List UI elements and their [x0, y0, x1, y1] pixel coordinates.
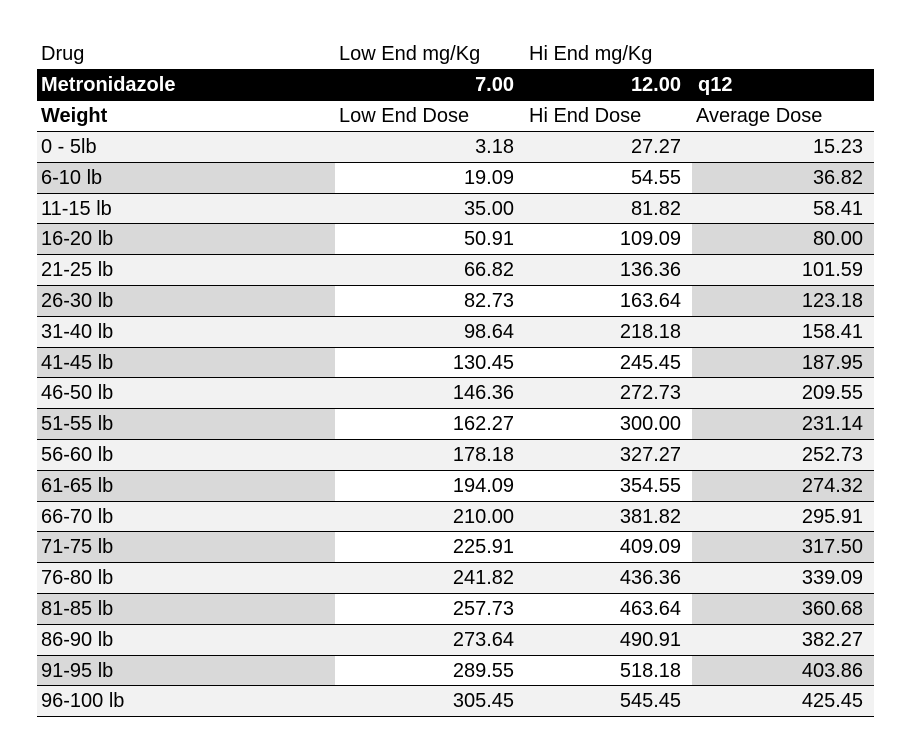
avg-dose-header: Average Dose — [696, 105, 823, 127]
weight-cell: 91-95 lb — [37, 656, 335, 686]
table-row — [37, 286, 874, 317]
avg-dose-cell: 158.41 — [692, 317, 874, 347]
drug-label: Drug — [41, 43, 85, 65]
hi-dose-cell: 54.55 — [525, 163, 692, 193]
table-row — [37, 194, 874, 225]
avg-dose-cell: 252.73 — [692, 440, 874, 470]
hi-dose-cell: 463.64 — [525, 594, 692, 624]
table-row — [37, 594, 874, 625]
weight-cell: 76-80 lb — [37, 563, 335, 593]
avg-dose-cell: 231.14 — [692, 409, 874, 439]
weight-cell: 6-10 lb — [37, 163, 335, 193]
hi-dose-cell: 490.91 — [525, 625, 692, 655]
low-dose-cell: 289.55 — [335, 656, 525, 686]
low-dose-cell: 210.00 — [335, 502, 525, 532]
low-dose-cell: 19.09 — [335, 163, 525, 193]
table-row — [37, 132, 874, 163]
hi-dose-cell: 27.27 — [525, 132, 692, 162]
hi-dose-header: Hi End Dose — [529, 105, 642, 127]
table-row — [37, 532, 874, 563]
hi-dose-cell: 163.64 — [525, 286, 692, 316]
hi-dose-cell: 545.45 — [525, 686, 692, 716]
table-row — [37, 563, 874, 594]
weight-cell: 86-90 lb — [37, 625, 335, 655]
low-dose-cell: 162.27 — [335, 409, 525, 439]
hi-dose-cell: 409.09 — [525, 532, 692, 562]
low-dose-cell: 35.00 — [335, 194, 525, 224]
avg-dose-cell: 425.45 — [692, 686, 874, 716]
low-dose-cell: 3.18 — [335, 132, 525, 162]
low-dose-cell: 98.64 — [335, 317, 525, 347]
avg-dose-cell: 209.55 — [692, 378, 874, 408]
table-row — [37, 440, 874, 471]
hi-dose-cell: 518.18 — [525, 656, 692, 686]
low-dose-cell: 130.45 — [335, 348, 525, 378]
table-row — [37, 656, 874, 687]
table-row — [37, 224, 874, 255]
hi-dose-cell: 136.36 — [525, 255, 692, 285]
hi-dose-cell: 272.73 — [525, 378, 692, 408]
low-mgkg-label: Low End mg/Kg — [339, 43, 481, 65]
weight-cell: 56-60 lb — [37, 440, 335, 470]
avg-dose-cell: 15.23 — [692, 132, 874, 162]
weight-cell: 11-15 lb — [37, 194, 335, 224]
drug-frequency: q12 — [698, 74, 733, 96]
low-dose-cell: 225.91 — [335, 532, 525, 562]
low-dose-cell: 66.82 — [335, 255, 525, 285]
hi-dose-cell: 245.45 — [525, 348, 692, 378]
weight-cell: 16-20 lb — [37, 224, 335, 254]
table-row — [37, 163, 874, 194]
hi-dose-cell: 81.82 — [525, 194, 692, 224]
column-header-row — [37, 101, 874, 132]
avg-dose-cell: 80.00 — [692, 224, 874, 254]
weight-cell: 21-25 lb — [37, 255, 335, 285]
weight-cell: 71-75 lb — [37, 532, 335, 562]
avg-dose-cell: 274.32 — [692, 471, 874, 501]
table-row — [37, 686, 874, 717]
low-dose-cell: 146.36 — [335, 378, 525, 408]
table-row — [37, 471, 874, 502]
avg-dose-cell: 360.68 — [692, 594, 874, 624]
low-dose-cell: 178.18 — [335, 440, 525, 470]
drug-name: Metronidazole — [41, 74, 176, 96]
table-row — [37, 502, 874, 533]
weight-cell: 31-40 lb — [37, 317, 335, 347]
drug-row — [37, 69, 874, 101]
low-dose-header: Low End Dose — [339, 105, 470, 127]
low-dose-cell: 257.73 — [335, 594, 525, 624]
table-row — [37, 317, 874, 348]
weight-cell: 46-50 lb — [37, 378, 335, 408]
avg-dose-cell: 317.50 — [692, 532, 874, 562]
low-dose-cell: 50.91 — [335, 224, 525, 254]
weight-cell: 51-55 lb — [37, 409, 335, 439]
table-row — [37, 409, 874, 440]
table-row — [37, 348, 874, 379]
weight-cell: 41-45 lb — [37, 348, 335, 378]
low-dose-cell: 194.09 — [335, 471, 525, 501]
hi-dose-cell: 300.00 — [525, 409, 692, 439]
table-body — [37, 132, 874, 717]
header-row — [37, 39, 874, 69]
hi-dose-cell: 327.27 — [525, 440, 692, 470]
low-dose-cell: 241.82 — [335, 563, 525, 593]
table-row — [37, 625, 874, 656]
hi-dose-cell: 381.82 — [525, 502, 692, 532]
weight-cell: 81-85 lb — [37, 594, 335, 624]
hi-dose-cell: 436.36 — [525, 563, 692, 593]
hi-dose-cell: 218.18 — [525, 317, 692, 347]
weight-cell: 96-100 lb — [37, 686, 335, 716]
avg-dose-cell: 36.82 — [692, 163, 874, 193]
weight-cell: 0 - 5lb — [37, 132, 335, 162]
table-row — [37, 255, 874, 286]
avg-dose-cell: 123.18 — [692, 286, 874, 316]
low-dose-cell: 305.45 — [335, 686, 525, 716]
hi-dose-cell: 354.55 — [525, 471, 692, 501]
avg-dose-cell: 339.09 — [692, 563, 874, 593]
hi-dose-cell: 109.09 — [525, 224, 692, 254]
table-row — [37, 378, 874, 409]
avg-dose-cell: 101.59 — [692, 255, 874, 285]
dosage-table — [37, 39, 874, 717]
weight-cell: 26-30 lb — [37, 286, 335, 316]
weight-cell: 61-65 lb — [37, 471, 335, 501]
avg-dose-cell: 403.86 — [692, 656, 874, 686]
avg-dose-cell: 382.27 — [692, 625, 874, 655]
avg-dose-cell: 58.41 — [692, 194, 874, 224]
avg-dose-cell: 295.91 — [692, 502, 874, 532]
avg-dose-cell: 187.95 — [692, 348, 874, 378]
weight-header: Weight — [41, 105, 108, 127]
low-dose-cell: 82.73 — [335, 286, 525, 316]
hi-mgkg-label: Hi End mg/Kg — [529, 43, 653, 65]
drug-hi-mgkg: 12.00 — [630, 74, 681, 96]
weight-cell: 66-70 lb — [37, 502, 335, 532]
drug-low-mgkg: 7.00 — [475, 74, 514, 96]
low-dose-cell: 273.64 — [335, 625, 525, 655]
